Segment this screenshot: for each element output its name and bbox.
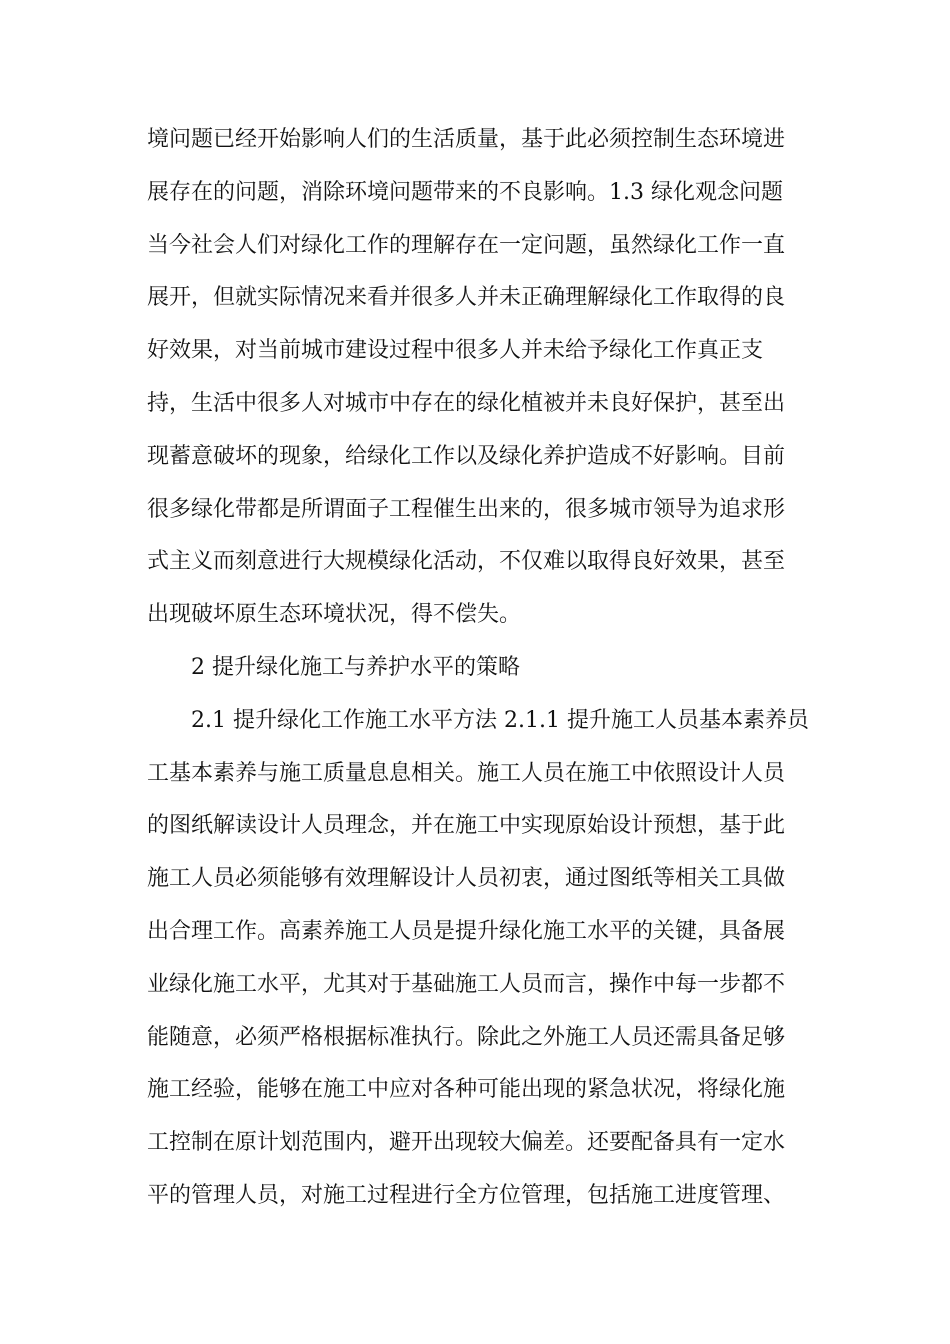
text-line: 业绿化施工水平，尤其对于基础施工人员而言，操作中每一步都不 [147, 971, 786, 997]
text-line: 好效果，对当前城市建设过程中很多人并未给予绿化工作真正支 [147, 338, 764, 364]
text-line: 的图纸解读设计人员理念，并在施工中实现原始设计预想，基于此 [147, 813, 786, 839]
body-text [147, 114, 807, 1223]
text-line: 施工人员必须能够有效理解设计人员初衷，通过图纸等相关工具做 [147, 866, 786, 892]
text-line: 出现破坏原生态环境状况，得不偿失。 [147, 602, 522, 628]
text-line: 2.1 提升绿化工作施工水平方法 2.1.1 提升施工人员基本素养员 [191, 707, 809, 733]
text-line: 施工经验，能够在施工中应对各种可能出现的紧急状况，将绿化施 [147, 1077, 786, 1103]
text-line: 现蓄意破坏的现象，给绿化工作以及绿化养护造成不好影响。目前 [147, 443, 786, 469]
text-line: 境问题已经开始影响人们的生活质量，基于此必须控制生态环境进 [147, 127, 786, 152]
text-line: 当今社会人们对绿化工作的理解存在一定问题，虽然绿化工作一直 [147, 232, 786, 258]
text-line: 工控制在原计划范围内，避开出现较大偏差。还要配备具有一定水 [147, 1130, 786, 1156]
text-line: 展开，但就实际情况来看并很多人并未正确理解绿化工作取得的良 [147, 285, 786, 311]
text-line: 能随意，必须严格根据标准执行。除此之外施工人员还需具备足够 [147, 1024, 786, 1050]
text-line: 展存在的问题，消除环境问题带来的不良影响。1.3 绿化观念问题 [147, 179, 783, 205]
text-line: 持，生活中很多人对城市中存在的绿化植被并未良好保护，甚至出 [147, 390, 786, 416]
text-line: 式主义而刻意进行大规模绿化活动，不仅难以取得良好效果，甚至 [147, 549, 786, 575]
section-heading: 2 提升绿化施工与养护水平的策略 [191, 654, 520, 680]
text-line: 工基本素养与施工质量息息相关。施工人员在施工中依照设计人员 [147, 760, 786, 786]
text-line: 很多绿化带都是所谓面子工程催生出来的，很多城市领导为追求形 [147, 496, 786, 522]
text-line: 出合理工作。高素养施工人员是提升绿化施工水平的关键，具备展 [147, 918, 786, 944]
text-line: 平的管理人员，对施工过程进行全方位管理，包括施工进度管理、 [147, 1182, 786, 1208]
